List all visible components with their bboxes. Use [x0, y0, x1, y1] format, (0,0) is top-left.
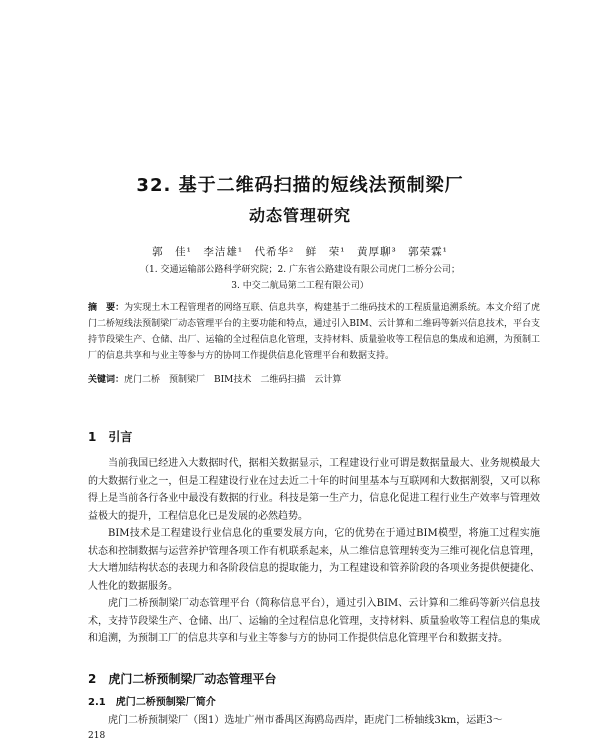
abstract: [88, 300, 540, 364]
section-heading-platform: 2 虎门二桥预制梁厂动态管理平台: [88, 672, 277, 686]
abstract-label: 摘 要：: [88, 303, 125, 313]
paragraph: 当前我国已经进入大数据时代，据相关数据显示，工程建设行业可谓是数据量最大、业务规模最大的大数据行业之一，但是工程建设行业在过去近二十年的时间里基本与互联网和大数据割裂，又可以称得上是当前各行各业中最没有数据的行业。科技是第一生产力，信息化促进工程行业生产效率与管理效益极大的提升，工程信息化已是发展的必然趋势。: [88, 458, 540, 522]
author-list: 郭 佳¹ 李洁雄¹ 代希华² 鲜 荣¹ 黄厚聊³ 郭荣霖¹: [152, 246, 448, 258]
paper-title-line1: 32. 基于二维码扫描的短线法预制梁厂: [136, 175, 464, 196]
page-number: 218: [88, 731, 106, 741]
paragraph: 虎门二桥预制梁厂动态管理平台（简称信息平台），通过引入BIM、云计算和二维码等新兴信息技术，支持节段梁生产、仓储、出厂、运输的全过程信息化管理，支持材料、质量验收等工程信息的集成和追溯，为预制工厂的信息共享和与业主等参与方的协同工作提供信息化管理平台和数据支持。: [88, 598, 540, 644]
section-introduction-body: [88, 455, 540, 648]
affiliation-line2: 3. 中交二航局第二工程有限公司）: [231, 281, 369, 291]
paper-title-line2: 动态管理研究: [248, 206, 351, 225]
paragraph: BIM技术是工程建设行业信息化的重要发展方向，它的优势在于通过BIM模型，将施工过程实施状态和控制数据与运营养护管理各项工作有机联系起来，从二维信息管理转变为三维可视化信息管理，大大增加结构状态的表现力和各阶段信息的提取能力，为工程建设和管养阶段的各项业务提供便捷化、人性化的数据服务。: [88, 528, 540, 592]
subsection-overview-body: [88, 712, 540, 730]
paragraph: 虎门二桥预制梁厂（图1）选址广州市番禺区海鸥岛西岸，距虎门二桥轴线3km，运距3～: [108, 715, 503, 726]
keywords: [88, 372, 341, 385]
keywords-label: 关键词：: [88, 375, 125, 385]
keywords-text: 虎门二桥 预制梁厂 BIM技术 二维码扫描 云计算: [124, 375, 342, 385]
subsection-heading-overview: 2.1 虎门二桥预制梁厂简介: [88, 697, 216, 708]
abstract-text: 为实现土木工程管理者的网络互联、信息共享，构建基于二维码技术的工程质量追溯系统。本文介绍了虎门二桥短线法预制梁厂动态管理平台的主要功能和特点，通过引入BIM、云计算和二维码等新兴信息技术，平台支持节段梁生产、仓储、出厂、运输的全过程信息化管理，支持材料、质量验收等工程信息的集成和追溯，为预制工厂的信息共享和与业主等参与方的协同工作提供信息化管理平台和数据支持。: [88, 303, 540, 361]
affiliation-line1: （1. 交通运输部公路科学研究院；2. 广东省公路建设有限公司虎门二桥分公司；: [140, 265, 460, 275]
section-heading-introduction: 1 引言: [88, 430, 133, 444]
